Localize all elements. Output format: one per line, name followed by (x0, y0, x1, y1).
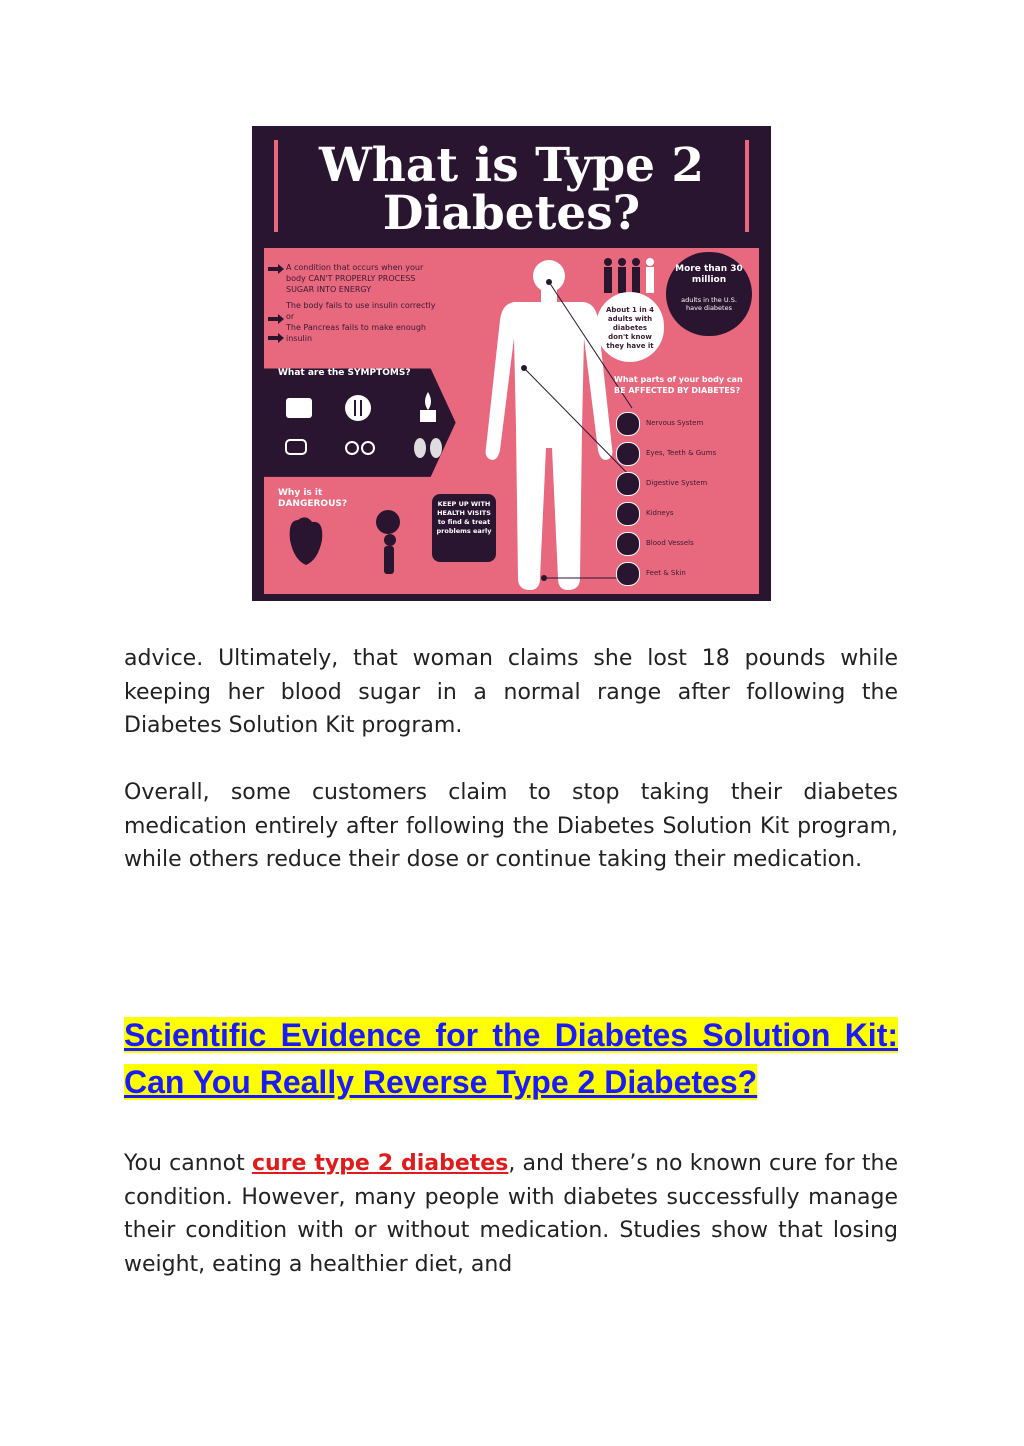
symptom-icons (278, 388, 458, 478)
danger-icons (278, 510, 438, 590)
definition-text-3: The Pancreas fails to make enough insulin (286, 323, 426, 343)
type-2-diabetes-infographic (252, 126, 771, 601)
definition-text-2: The body fails to use insulin correctly or (286, 301, 436, 321)
affected-item-label: Kidneys (646, 509, 674, 517)
symptoms-heading: What are the SYMPTOMS? (278, 368, 411, 378)
affected-item-icon (616, 532, 640, 556)
affected-item-icon (616, 502, 640, 526)
stat-badge-large (666, 252, 752, 336)
stat-badge-small (596, 292, 664, 362)
affected-item-label: Eyes, Teeth & Gums (646, 449, 717, 457)
infographic-title-line1: What is Type 2 (318, 138, 705, 193)
affected-item-icon (616, 412, 640, 436)
affected-item-label: Digestive System (646, 479, 708, 487)
paragraph-cure-rest: , and there’s no known cure for the condition. However, many people with diabetes successfully manage their condition with or without medication. Studies show that losing weight, eating a healthier diet, and (124, 1151, 898, 1277)
cure-type-2-diabetes-link[interactable]: cure type 2 diabetes (251, 1151, 509, 1176)
danger-heading: Why is it DANGEROUS? (278, 488, 348, 509)
infographic-body (264, 248, 759, 594)
section-heading-text: Scientific Evidence for the Diabetes Solution Kit: Can You Really Reverse Type 2 Diabetes? (124, 1017, 898, 1100)
paragraph-cure-start: You cannot (124, 1151, 252, 1176)
stat-small-text: About 1 in 4 adults with diabetes don't know they have it (605, 306, 654, 350)
paragraph-cure (124, 1147, 898, 1281)
affected-item-label: Feet & Skin (646, 569, 686, 577)
arrow-icons (268, 264, 284, 344)
infographic-title-line2: Diabetes? (382, 186, 641, 241)
keep-up-badge (432, 494, 496, 562)
paragraph-overall: Overall, some customers claim to stop taking their diabetes medication entirely after following the Diabetes Solution Kit program, while others reduce their dose or continue taking their medication. (124, 780, 898, 872)
affected-heading: What parts of your body can BE AFFECTED BY DIABETES? (614, 375, 743, 395)
stat-large-text: More than 30 million (675, 264, 743, 285)
keep-up-text: KEEP UP WITH HEALTH VISITS to find & treat problems early (436, 500, 492, 535)
section-heading (124, 1012, 898, 1106)
definition-text-1: A condition that occurs when your body CAN'T PROPERLY PROCESS SUGAR INTO ENERGY (286, 263, 424, 294)
infographic-header (252, 126, 771, 246)
affected-item-icon (616, 442, 640, 466)
affected-item-label: Nervous System (646, 419, 704, 427)
affected-item-icon (616, 472, 640, 496)
paragraph-advice: advice. Ultimately, that woman claims she lost 18 pounds while keeping her blood sugar in a normal range after following the Diabetes Solution Kit program. (124, 646, 898, 738)
stat-large-subtext: adults in the U.S. have diabetes (681, 296, 737, 312)
affected-item-label: Blood Vessels (646, 539, 694, 547)
affected-item-icon (616, 562, 640, 586)
